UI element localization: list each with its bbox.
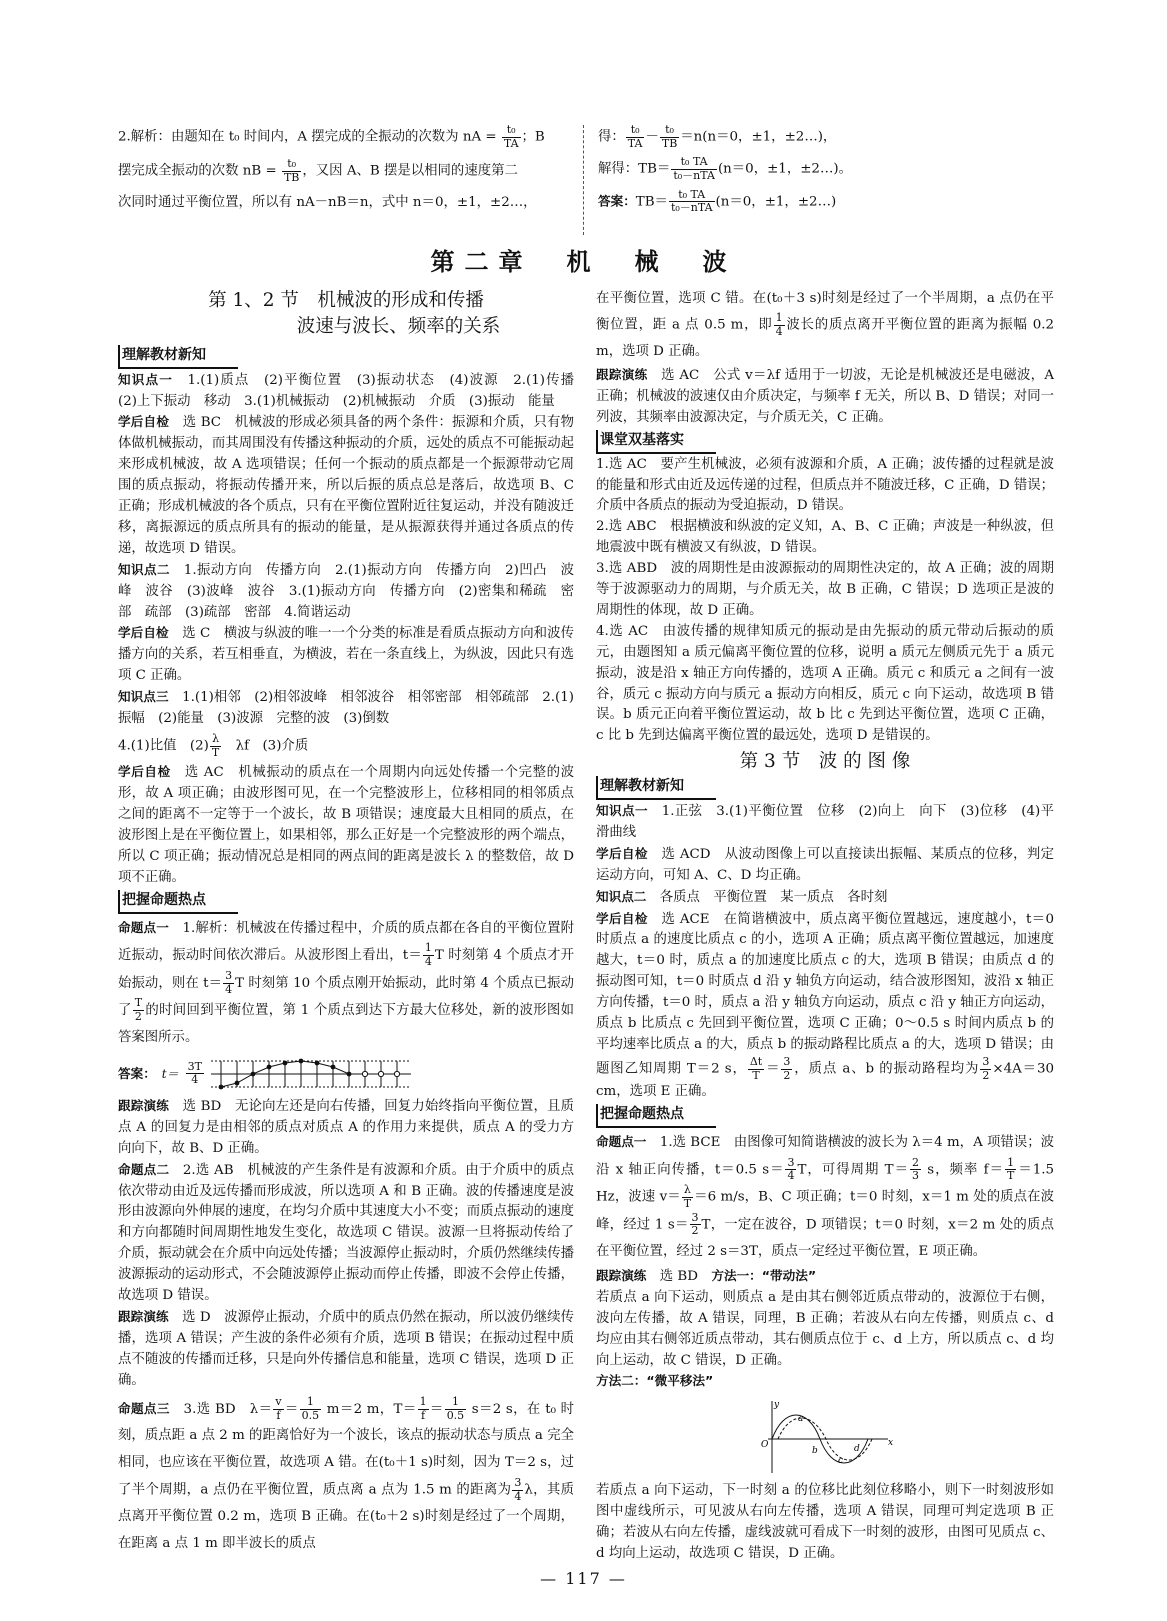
proposition-point: 命题点一 1.选 BCE 由图像可知简谐横波的波长为 λ＝4 m，A 项错误；波沿 x 轴正向传播，t＝0.5 s＝ $\frac{3}{4}$ T，可得周期 T＝ $\frac{2}{3}$ s，频率 f＝ $\frac{1}{T}$ ＝1.5 Hz，波速 v＝ $\frac{\lambda}{T}$ ＝6 m/s，B、C 项正确；t＝0 时刻，x＝1 m 处的质点在波峰，经过 1 s＝ $\frac{3}{2}$ T，一定在波谷，D 项错误；t＝0 时刻，x＝2 m 处的质点在平衡位置，经过 2 s＝3T，质点一定经过平衡位置，E 项正确。 — [596, 1133, 1055, 1260]
section-box-heading: 把握命题热点 — [596, 1104, 716, 1128]
fraction: $\frac{T}{2}$ — [134, 996, 143, 1023]
section-box-heading: 课堂双基落实 — [596, 430, 716, 454]
proposition-point: 命题点二 2.选 AB 机械波的产生条件是有波源和介质。由于介质中的质点依次带动由近及远传播而形成波，所以选项 A 和 B 正确。波的传播速度是波形由波源向外伸展的速度，在均匀介质中其速度大小不变；而质点振动的速度和方向都随时间周期性地发生变化，故选项 C 错误。波源一旦将振动传给了介质，振动就会在介质中向远处传播；当波源停止振动时，介质仍然继续传播波源振动的运动形式，不会随波源停止振动而停止传播，即波不会停止传播，故选项 D 错误。 — [118, 1161, 575, 1304]
continued-paragraph: 在平衡位置，选项 C 错。在(t₀＋3 s)时刻是经过了一个半周期，a 点仍在平衡位置，距 a 点 0.5 m，即 $\frac{1}{4}$ 波长的质点离开平衡位置的距离为振幅 0.2 m，选项 D 正确。 — [596, 291, 1054, 359]
page-number: — 117 — — [540, 1569, 627, 1588]
fraction: $\frac{\lambda}{T}$ — [683, 1183, 692, 1210]
fraction: $\frac{3}{2}$ — [691, 1210, 699, 1238]
top-right-line-1: 得： $\frac{\text{t₀}}{TA}$ － $\frac{\text{t₀}}{TB}$ ＝n(n＝0，±1，±2…)， — [598, 123, 837, 150]
chapter-title: 第二章 机 械 波 — [430, 248, 737, 276]
section-title: 第 1、2 节 机械波的形成和传播 波速与波长、频率的关系 — [208, 290, 501, 337]
top-left-column — [118, 124, 564, 213]
fig-label-y: y — [774, 1400, 780, 1411]
method-two-heading: 方法二：“微平移法” — [596, 1373, 714, 1389]
fraction: $\frac{\text{t₀}}{TA}$ — [627, 123, 643, 150]
method-one-text: 若质点 a 向下运动，则质点 a 是由其右侧邻近质点带动的，波源位于右侧，波向左传播，故 A 错误，同理，B 正确；若波从右向左传播，则质点 c、d 均应由其右侧邻近质点带动，其右侧质点位于 c、d 上方，所以质点 c、d 均向上运动，故 C 错误，D 正确。 — [596, 1289, 1054, 1368]
top-right-line-3: 答案：TB＝ $\frac{\text{t₀ TA}}{\text{t₀－nTA}}$ (n＝0，±1，±2…) — [598, 187, 837, 215]
fraction: $\frac{1}{0.5}$ — [301, 1394, 320, 1422]
fig-label-x: x — [888, 1438, 894, 1449]
fraction: $\frac{\Delta t}{T}$ — [749, 1054, 763, 1082]
fraction: $\frac{1}{4}$ — [424, 941, 432, 969]
left-main-column — [118, 286, 588, 1558]
proposition-point: 命题点三 3.选 BD λ＝ $\frac{v}{f}$ ＝ $\frac{1}{0.5}$ m＝2 m，T＝ $\frac{1}{f}$ ＝ $\frac{1}{0.5}$ s＝2 s，在 t₀ 时刻，质点距 a 点 2 m 的距离恰好为一个波长，该点的振动状态与质点 a 完全相同，也应该在平衡位置，故选项 A 错。在(t₀＋1 s)时刻，因为 T＝2 s，过了半个周期，a 点仍在平衡位置，质点离 a 点为 1.5 m 的距离为 $\frac{3}{4}$ λ，其质点离开平衡位置 0.2 m，选项 B 正确。在(t₀＋2 s)时刻是经过了一个周期，在距离 a 点 1 m 即半波长的质点 — [118, 1394, 575, 1552]
wave-figure-container — [596, 1397, 1054, 1477]
fraction: $\frac{3T}{4}$ — [187, 1059, 202, 1087]
fraction: $\frac{3}{2}$ — [982, 1054, 990, 1082]
exercise-answer: 4.选 AC 由波传播的规律知质元的振动是由先振动的质元带动后振动的质元，由题图知 a 质元偏离平衡位置的位移，说明 a 质元左侧质元先于 a 质元振动，波是沿 x 轴正方向传播的，选项 A 正确。质元 c 和质元 a 之间有一波谷，质元 c 振动方向与质元 a 振动方向相反，质元 c 向下运动，故选项 B 错误。b 质元正向着平衡位置运动，故 b 比 c 先到达平衡位置，选项 C 正确，c 比 b 先到达偏离平衡位置的最远处，选项 D 是错误的。 — [596, 623, 1054, 744]
knowledge-point: 知识点二 1.振动方向 传播方向 2.(1)振动方向 传播方向 2)凹凸 波峰 波谷 (3)波峰 波谷 3.(1)振动方向 传播方向 (2)密集和稀疏 密部 疏部 (3)疏部 密部 4.简谐运动 — [118, 561, 574, 620]
self-check: 学后自检 选 AC 机械振动的质点在一个周期内向远处传播一个完整的波形，故 A 项正确；由波形图可见，在一个完整波形上，位移相同的相邻质点之间的距离不一定等于一个波长，故 B 项错误；速度最大且相同的质点，在波形图上是在平衡位置上，如果相邻，那么正好是一个完整波形的两个端点，所以 C 项正确；振动情况总是相同的两点间的距离是波长 λ 的整数倍，故 D 项不正确。 — [118, 764, 575, 885]
fraction: $\frac{\text{t₀}}{TB}$ — [283, 157, 300, 184]
exercise-answer: 2.选 ABC 根据横波和纵波的定义知，A、B、C 正确；声波是一种纵波，但地震波中既有横波又有纵波，D 错误。 — [596, 519, 1054, 556]
knowledge-point-line: 4.(1)比值 (2) $\frac{\lambda}{T}$ λf (3)介质 — [118, 732, 309, 759]
knowledge-point: 知识点三 1.(1)相邻 (2)相邻波峰 相邻波谷 相邻密部 相邻疏部 2.(1)振幅 (2)能量 (3)波源 完整的波 (3)倒数 — [118, 689, 574, 727]
follow-up-drill: 跟踪演练 选 BD 无论向左还是向右传播，回复力始终指向平衡位置，且质点 A 的回复力是由相邻的质点对质点 A 的作用力来提供，质点 A 的受力方向向下，故 B、D 正确。 — [118, 1097, 574, 1156]
self-check: 学后自检 选 ACE 在简谐横波中，质点离平衡位置越远，速度越小，t＝0 时质点 a 的速度比质点 c 的小，选项 A 正确；质点离平衡位置越远，加速度越大，t＝0 时，质点 a 的加速度比质点 c 的大，选项 B 错误；由质点 d 的振动图可知，t＝0 时质点 d 沿 y 轴负方向运动，结合波形图知，波沿 x 轴正方向传播，t＝0 时，质点 a 沿 y 轴负方向运动，质点 c 沿 y 轴正方向运动，质点 b 比质点 c 先回到平衡位置，选项 C 正确；0～0.5 s 时间内质点 b 的平均速率比质点 a 的大，质点 b 的振动路程比质点 a 的大，选项 D 错误；由题图乙知周期 T＝2 s， $\frac{\Delta t}{T}$ ＝ $\frac{3}{2}$ ，质点 a、b 的振动路程均为 $\frac{3}{2}$ ×4A＝30 cm，选项 E 正确。 — [596, 910, 1055, 1100]
fig-label-b: b — [812, 1446, 818, 1457]
method-two-text: 若质点 a 向下运动，下一时刻 a 的位移比此刻位移略小，则下一时刻波形如图中虚线所示，可见波从右向左传播，选项 A 错误，同理可判定选项 B 正确；若波从右向左传播，虚线波就可看成下一时刻的波形，由图可见质点 c、d 均向上运动，故选项 C 错误，D 正确。 — [596, 1483, 1054, 1562]
follow-up-drill: 跟踪演练 选 D 波源停止振动，介质中的质点仍然在振动，所以波仍继续传播，选项 A 错误；产生波的条件必须有介质，选项 B 错误；在振动过程中质点不随波的传播而迁移，只是向外传播信息和能量，选项 C 错误，选项 D 正确。 — [118, 1308, 575, 1388]
answer-figure-row: 答案： t＝ $\frac{3T}{4}$ — [118, 1054, 574, 1094]
fig-label-c: c — [838, 1456, 844, 1467]
fraction: $\frac{v}{f}$ — [275, 1394, 282, 1422]
fraction: $\frac{\lambda}{T}$ — [211, 732, 220, 759]
fig-label-o: O — [761, 1440, 769, 1451]
fraction: $\frac{\text{t₀}}{TA}$ — [503, 123, 519, 150]
proposition-point: 命题点一 1.解析：机械波在传播过程中，介质的质点都在各自的平衡位置附近振动，振动时间依次滞后。从波形图上看出，t＝ $\frac{1}{4}$ T 时刻第 4 个质点才开始振动，则在 t＝ $\frac{3}{4}$ T 时刻第 10 个质点刚开始振动，此时第 4 个质点已振动了 $\frac{T}{2}$ 的时间回到平衡位置，第 1 个质点到达下方最大位移处，新的波形图如答案图所示。 — [118, 919, 575, 1046]
fig-label-d: d — [854, 1444, 860, 1455]
fraction: $\frac{\text{t₀ TA}}{\text{t₀－nTA}}$ — [673, 155, 715, 182]
knowledge-point: 知识点二 各质点 平衡位置 某一质点 各时刻 — [596, 888, 888, 905]
fraction: $\frac{2}{3}$ — [912, 1155, 920, 1183]
top-right-line-2: 解得：TB＝ $\frac{\text{t₀ TA}}{\text{t₀－nTA}}$ (n＝0，±1，±2…)。 — [598, 155, 852, 182]
right-main-column — [596, 286, 1054, 1565]
fraction: $\frac{\text{t₀}}{TB}$ — [661, 123, 678, 150]
fraction: $\frac{3}{4}$ — [787, 1155, 795, 1183]
self-check: 学后自检 选 BC 机械波的形成必须具备的两个条件：振源和介质，只有物体做机械振动，而其周围没有传播这种振动的介质，远处的质点不可能振动起来形成机械波，故 A 选项错误；任何一个振动的质点都是一个振源带动它周围的质点振动，将振动传播开来，所以后振的质点总是落后，故选项 B、C 正确；形成机械波的各个质点，只有在平衡位置附近往复运动，并没有随波迁移，离振源远的质点所具有的振动的能量，是从振源获得并通过各质点的传递，故选项 D 错误。 — [118, 414, 575, 556]
fraction: $\frac{1}{0.5}$ — [446, 1394, 465, 1422]
fraction: $\frac{3}{2}$ — [783, 1054, 791, 1082]
fig-label-a: a — [798, 1414, 804, 1425]
fraction: $\frac{3}{4}$ — [225, 968, 233, 996]
self-check: 学后自检 选 ACD 从波动图像上可以直接读出振幅、某质点的位移，判定运动方向，可知 A、C、D 均正确。 — [596, 845, 1054, 883]
fraction: $\frac{1}{T}$ — [1006, 1155, 1015, 1183]
fraction: $\frac{3}{4}$ — [514, 1476, 522, 1503]
top-left-line-2: 摆完成全振动的次数 nB = $\frac{\text{t₀}}{TB}$ ，又因 A、B 摆是以相同的速度第二 — [118, 157, 518, 184]
follow-up-drill: 跟踪演练 选 AC 公式 v＝λf 适用于一切波，无论是机械波还是电磁波，A 正确；机械波的波速仅由介质决定，与频率 f 无关，所以 B、D 错误；对同一列波，其频率由波源决定，与介质无关，C 正确。 — [596, 367, 1054, 425]
fraction: $\frac{1}{4}$ — [775, 311, 783, 338]
top-right-column — [598, 124, 1058, 215]
self-check: 学后自检 选 C 横波与纵波的唯一一个分类的标准是看质点振动方向和波传播方向的关系，若互相垂直，为横波，若在一条直线上，为纵波，因此只有选项 C 正确。 — [118, 625, 575, 684]
exercise-answer: 3.选 ABD 波的周期性是由波源振动的周期性决定的，故 A 正确；波的周期等于波源驱动力的周期，与介质无关，故 B 正确，C 错误；D 选项正是波的周期性的体现，故 D 正确。 — [596, 561, 1054, 618]
section-box-heading: 理解教材新知 — [596, 776, 716, 800]
wave-shift-figure — [750, 1397, 900, 1477]
column-divider — [583, 125, 584, 235]
section-title: 第 3 节 波 的 图 像 — [739, 751, 911, 773]
fraction: $\frac{\text{t₀ TA}}{\text{t₀－nTA}}$ — [670, 187, 713, 215]
top-left-line-1: 2.解析：由题知在 t₀ 时间内，A 摆完成的全振动的次数为 nA = $\frac{\text{t₀}}{TA}$ ；B — [118, 123, 545, 150]
knowledge-point: 知识点一 1.正弦 3.(1)平衡位置 位移 (2)向上 向下 (3)位移 (4)平滑曲线 — [596, 803, 1054, 840]
section-box-heading: 把握命题热点 — [118, 890, 238, 914]
follow-up-drill: 跟踪演练 选 BD 方法一：“带动法” — [596, 1267, 817, 1284]
knowledge-point: 知识点一 1.(1)质点 (2)平衡位置 (3)振动状态 (4)波源 2.(1)传播 (2)上下振动 移动 3.(1)机械振动 (2)机械振动 介质 (3)振动 能量 — [118, 371, 588, 409]
exercise-answer: 1.选 AC 要产生机械波，必须有波源和介质，A 正确；波传播的过程就是波的能量和形式由近及远传递的过程，但质点并不随波迁移，C 正确，D 错误；介质中各质点的振动为受迫振动，D 错误。 — [596, 456, 1054, 514]
section-box-heading: 理解教材新知 — [118, 345, 238, 369]
top-left-line-3: 次同时通过平衡位置，所以有 nA－nB＝n，式中 n＝0，±1，±2…， — [118, 194, 537, 210]
fraction: $\frac{1}{f}$ — [419, 1394, 427, 1422]
answer-waveform-figure — [211, 1057, 411, 1091]
